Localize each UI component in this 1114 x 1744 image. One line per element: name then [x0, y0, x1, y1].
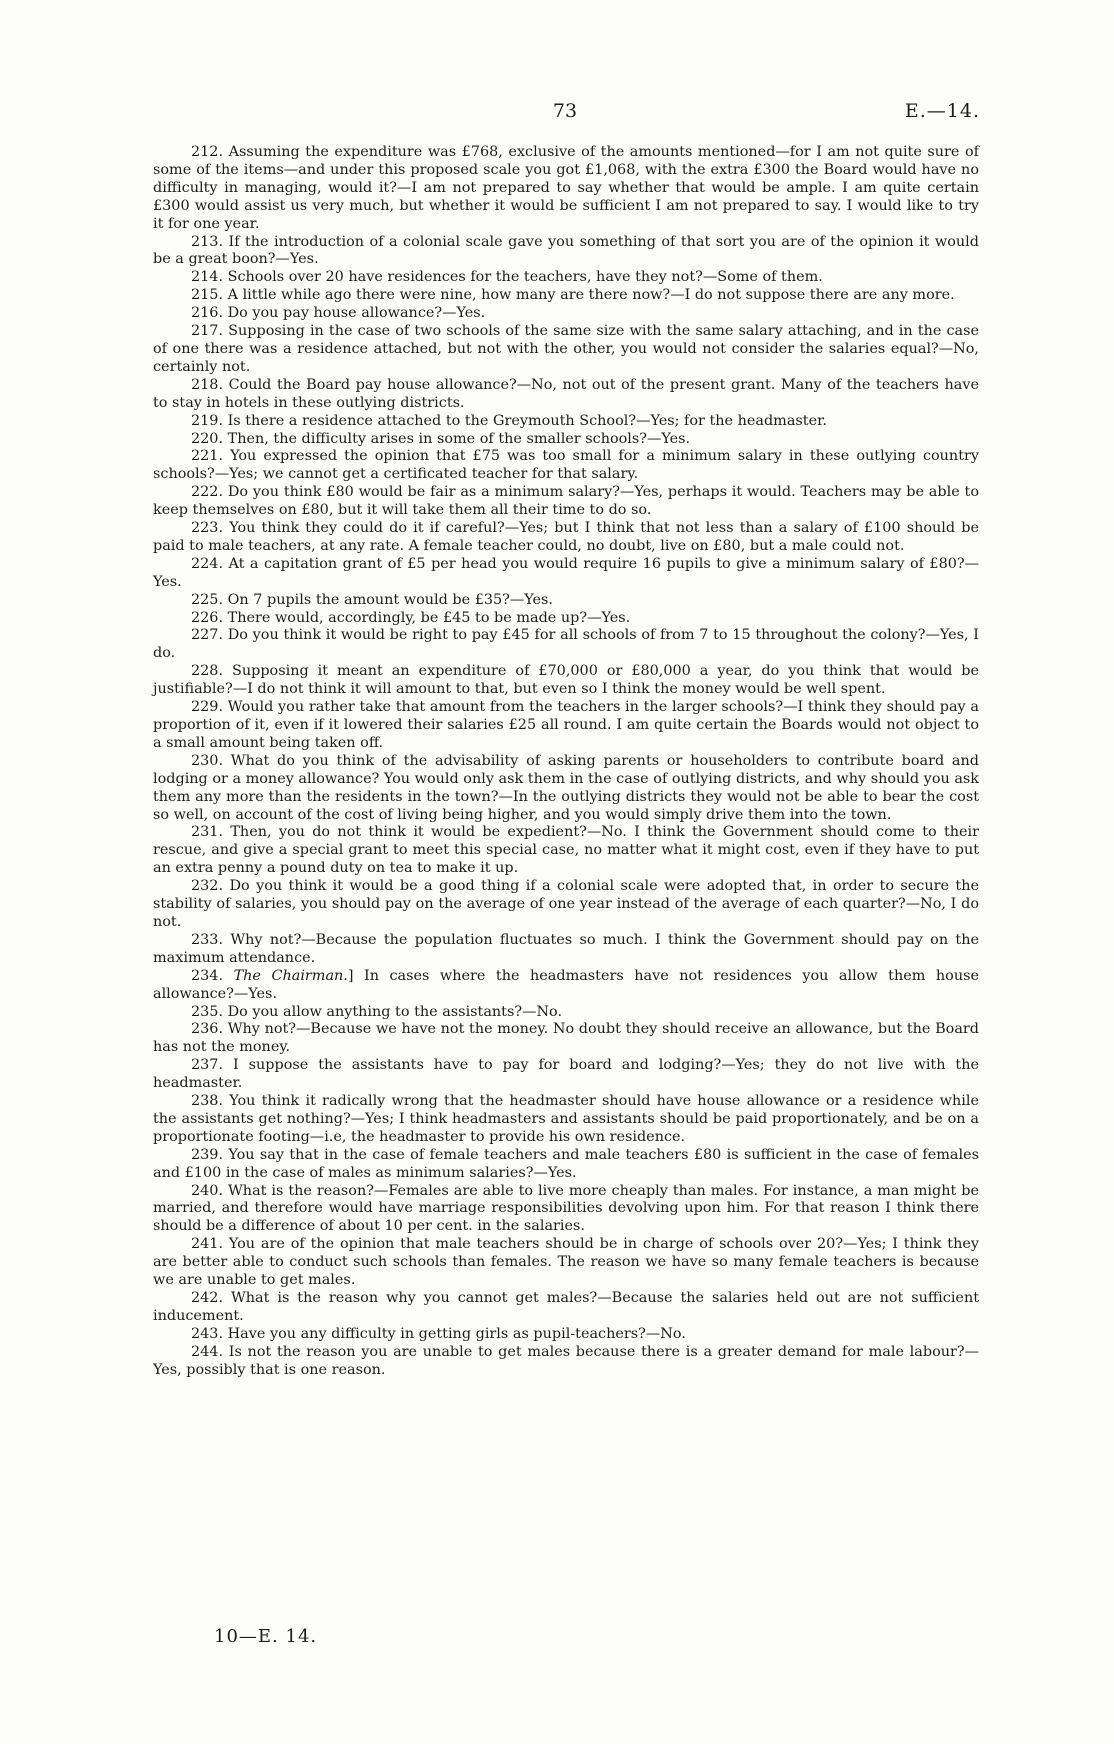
- evidence-paragraph: 220. Then, the difficulty arises in some of the smaller schools?—Yes.: [191, 430, 691, 447]
- evidence-paragraph: 237. I suppose the assistants have to pay for board and lodging?—Yes; they do not live with the headmaster.: [153, 1057, 979, 1092]
- page-number: 73: [552, 100, 578, 122]
- evidence-paragraph: 243. Have you any difficulty in getting girls as pupil-teachers?—No.: [191, 1325, 686, 1342]
- signature-mark: 10—E. 14.: [214, 1626, 318, 1647]
- evidence-paragraph: 239. You say that in the case of female teachers and male teachers £80 is sufficient in the case of females and £100 in the case of males as minimum salaries?—Yes.: [153, 1146, 979, 1181]
- evidence-paragraph: 241. You are of the opinion that male teachers should be in charge of schools over 20?—Yes; I think they are better able to conduct such schools than females. The reason we have so many female teachers is because we are unable to get males.: [153, 1236, 979, 1289]
- evidence-paragraph: 217. Supposing in the case of two schools of the same size with the same salary attaching, and in the case of one there was a residence attached, but not with the other, you would not consider the salaries equal?—No, certainly not.: [153, 323, 979, 375]
- evidence-paragraph: 242. What is the reason why you cannot get males?—Because the salaries held out are not sufficient inducement.: [153, 1290, 979, 1324]
- evidence-paragraph: 235. Do you allow anything to the assistants?—No.: [191, 1003, 563, 1020]
- evidence-paragraph: 224. At a capitation grant of £5 per head you would require 16 pupils to give a minimum salary of £80?—Yes.: [153, 555, 979, 590]
- document-reference: E.—14.: [904, 100, 980, 122]
- evidence-paragraph: 236. Why not?—Because we have not the money. No doubt they should receive an allowance, but the Board has not the money.: [153, 1021, 979, 1056]
- evidence-paragraph: 212. Assuming the expenditure was £768, exclusive of the amounts mentioned—for I am not quite sure of some of the items—and under this proposed scale you got £1,068, with the extra £300 the Board would have no difficulty in managing, would it?—I am not prepared to say whether that would be ample. I am quite certain £300 would assist us very much, but whether it would be sufficient I am not prepared to say. I would like to try it for one year.: [153, 144, 979, 232]
- page-header: [150, 100, 980, 126]
- evidence-paragraph: 233. Why not?—Because the population fluctuates so much. I think the Government should pay on the maximum attendance.: [153, 931, 979, 966]
- evidence-paragraph: 216. Do you pay house allowance?—Yes.: [191, 305, 486, 322]
- evidence-text: [153, 144, 979, 1380]
- evidence-paragraph: 218. Could the Board pay house allowance?—No, not out of the present grant. Many of the teachers have to stay in hotels in these outlying districts.: [153, 376, 979, 411]
- evidence-paragraph: 232. Do you think it would be a good thing if a colonial scale were adopted that, in order to secure the stability of salaries, you should pay on the average of one year instead of the average of each quarter?—No, I do not.: [153, 878, 979, 930]
- evidence-paragraph: 230. What do you think of the advisability of asking parents or householders to contribute board and lodging or a money allowance? You would only ask them in the case of outlying districts, and why should you ask them any more than the residents in the town?—In the outlying districts they would not be able to bear the cost so well, on account of the cost of living being higher, and you would simply drive them into the town.: [153, 752, 980, 823]
- evidence-paragraph: 222. Do you think £80 would be fair as a minimum salary?—Yes, perhaps it would. Teachers may be able to keep themselves on £80, but it will take them all their time to do so.: [153, 484, 979, 519]
- evidence-paragraph: 225. On 7 pupils the amount would be £35?—Yes.: [191, 591, 554, 608]
- paragraph-lead: 234. The Chairman.]: [191, 967, 354, 984]
- evidence-paragraph: 229. Would you rather take that amount from the teachers in the larger schools?—I think they should pay a proportion of it, even if it lowered their salaries £25 all round. I am quite certain the Boards would not object to a small amount being taken off.: [153, 699, 979, 751]
- evidence-paragraph: 244. Is not the reason you are unable to get males because there is a greater demand for male labour?—Yes, possibly that is one reason.: [153, 1343, 979, 1378]
- evidence-paragraph: [153, 968, 979, 1004]
- evidence-paragraph: 215. A little while ago there were nine, how many are there now?—I do not suppose there are any more.: [191, 287, 955, 304]
- evidence-paragraph: 226. There would, accordingly, be £45 to be made up?—Yes.: [191, 609, 631, 626]
- evidence-paragraph: 240. What is the reason?—Females are able to live more cheaply than males. For instance, a man might be married, and therefore would have marriage responsibilities devolving upon him. For that reason I think there should be a difference of about 10 per cent. in the salaries.: [153, 1182, 979, 1235]
- evidence-paragraph: 228. Supposing it meant an expenditure of £70,000 or £80,000 a year, do you think that would be justifiable?—I do not think it will amount to that, but even so I think the money would be well spent.: [153, 663, 979, 698]
- evidence-paragraph: 214. Schools over 20 have residences for the teachers, have they not?—Some of them.: [191, 269, 823, 286]
- evidence-paragraph: 227. Do you think it would be right to pay £45 for all schools of from 7 to 15 throughout the colony?—Yes, I do.: [153, 627, 979, 662]
- evidence-paragraph: 223. You think they could do it if careful?—Yes; but I think that not less than a salary of £100 should be paid to male teachers, at any rate. A female teacher could, no doubt, live on £80, but a male could not.: [153, 520, 979, 554]
- evidence-paragraph: 238. You think it radically wrong that the headmaster should have house allowance or a residence while the assistants get nothing?—Yes; I think headmasters and assistants should be paid proportionately, and be on a proportionate footing—i.e, the headmaster to provide his own residence.: [153, 1093, 979, 1145]
- evidence-paragraph: 213. If the introduction of a colonial scale gave you something of that sort you are of the opinion it would be a great boon?—Yes.: [153, 233, 979, 268]
- evidence-paragraph: 231. Then, you do not think it would be expedient?—No. I think the Government should come to their rescue, and give a special grant to meet this special case, no matter what it might cost, even if they have to put an extra penny a pound duty on tea to make it up.: [153, 824, 979, 877]
- evidence-paragraph: 221. You expressed the opinion that £75 was too small for a minimum salary in these outlying country schools?—Yes; we cannot get a certificated teacher for that salary.: [153, 448, 979, 483]
- paragraph-text: In cases where the headmasters have not residences you allow them house allowance?—Yes.: [153, 967, 980, 1002]
- evidence-paragraph: 219. Is there a residence attached to the Greymouth School?—Yes; for the headmaster.: [191, 412, 827, 429]
